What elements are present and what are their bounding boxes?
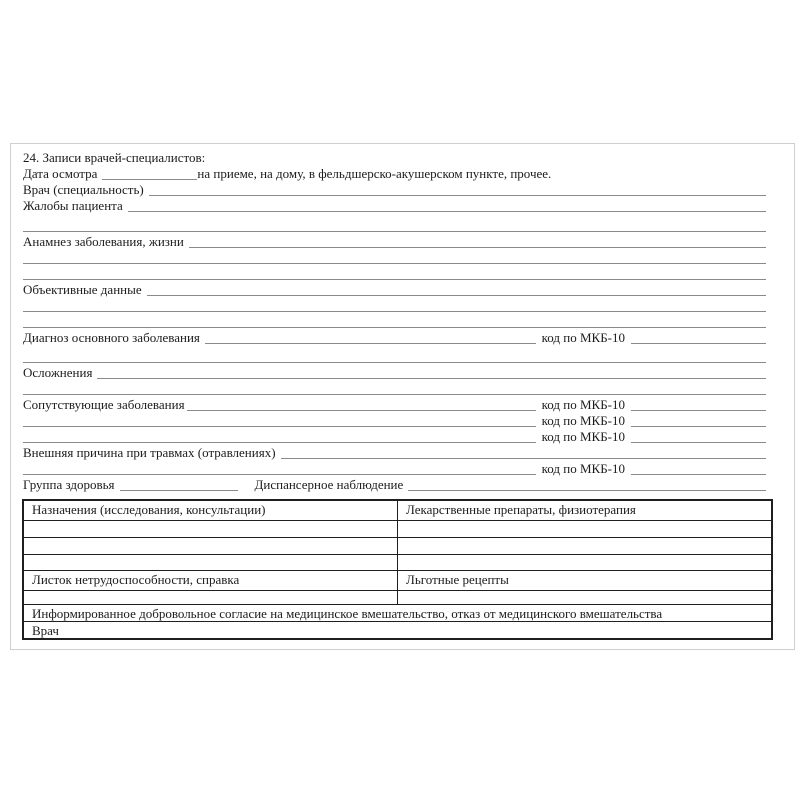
spacer [238,477,255,493]
write-line [23,266,766,280]
icd10-label: код по МКБ-10 [541,330,625,345]
exam-date-row [23,166,766,182]
icd10-extra-row [23,461,766,477]
icd10-write-line [631,429,766,443]
icd10-write-line [631,413,766,427]
icd10-write-line [631,330,766,344]
form-fields-section [11,144,794,493]
health-group-write-line [120,477,238,491]
anamnesis-label: Анамнез заболевания, жизни [23,234,184,249]
subsidized-rx-cell: Льготные рецепты [398,570,773,590]
form-card [10,143,795,650]
medications-header-cell: Лекарственные препараты, физиотерапия [398,500,773,520]
assignments-header-cell: Назначения (исследования, консультации) [23,500,398,520]
blank-write-row [23,298,766,314]
dispensary-label: Диспансерное наблюдение [254,477,404,492]
blank-write-row [23,250,766,266]
icd10-label: код по МКБ-10 [541,461,625,476]
health-group-label: Группа здоровья [23,477,115,492]
write-line [23,298,766,312]
icd10-label: код по МКБ-10 [541,413,625,428]
concomitant-row [23,397,766,413]
table-empty-row [23,554,772,570]
write-line [23,381,766,395]
objective-data-label: Объективные данные [23,282,142,297]
external-cause-label: Внешняя причина при травмах (отравлениях) [23,445,276,460]
table-empty-row [23,537,772,554]
write-line [23,218,766,232]
health-group-row [23,477,766,493]
concomitant-write-line [187,397,536,411]
patient-complaints-write-line [128,198,766,212]
doctor-specialty-label: Врач (специальность) [23,182,144,197]
doctor-specialty-write-line [149,182,766,196]
icd10-write-line [631,461,766,475]
orders-table-wrap [11,499,794,640]
main-diagnosis-label: Диагноз основного заболевания [23,330,200,345]
write-line [23,250,766,264]
sick-leave-cell: Листок нетрудоспособности, справка [23,570,398,590]
blank-write-row [23,349,766,365]
icd10-write-line [631,397,766,411]
empty-cell [23,554,398,570]
concomitant-label: Сопутствующие заболевания [23,397,185,412]
blank-write-row [23,381,766,397]
icd10-extra-row [23,413,766,429]
main-diagnosis-write-line [205,330,536,344]
table-empty-row [23,520,772,537]
icd10-label: код по МКБ-10 [541,397,625,412]
write-line [23,413,536,427]
blank-write-row [23,266,766,282]
write-line [23,461,536,475]
exam-date-write-line [102,166,197,180]
icd10-label: код по МКБ-10 [541,429,625,444]
write-line [23,429,536,443]
complications-row [23,365,766,381]
consent-row [23,604,772,621]
patient-complaints-row [23,198,766,214]
blank-write-row [23,218,766,234]
dispensary-write-line [408,477,766,491]
table-header-row [23,500,772,520]
doctor-cell: Врач [23,621,772,639]
write-line [23,349,766,363]
sick-leave-row [23,570,772,590]
external-cause-write-line [281,445,766,459]
exam-date-label: Дата осмотра [23,166,98,181]
exam-date-options-text: на приеме, на дому, в фельдшерско-акушерском пункте, прочее. [197,166,552,181]
form-title: 24. Записи врачей-специалистов: [23,150,206,165]
orders-table [22,499,773,640]
anamnesis-write-line [189,234,766,248]
complications-label: Осложнения [23,365,93,380]
icd10-extra-row [23,429,766,445]
empty-cell [398,537,773,554]
table-empty-row [23,590,772,604]
empty-cell [23,590,398,604]
form-title-row [23,150,766,166]
objective-data-write-line [147,282,766,296]
anamnesis-row [23,234,766,250]
empty-cell [23,520,398,537]
empty-cell [23,537,398,554]
empty-cell [398,590,773,604]
objective-data-row [23,282,766,298]
external-cause-row [23,445,766,461]
complications-write-line [97,365,766,379]
main-diagnosis-row [23,330,766,346]
write-line [23,314,766,328]
patient-complaints-label: Жалобы пациента [23,198,123,213]
empty-cell [398,554,773,570]
consent-cell: Информированное добровольное согласие на медицинское вмешательство, отказ от медицинского вмешательства [23,604,772,621]
doctor-specialty-row [23,182,766,198]
doctor-row [23,621,772,639]
empty-cell [398,520,773,537]
blank-write-row [23,314,766,330]
